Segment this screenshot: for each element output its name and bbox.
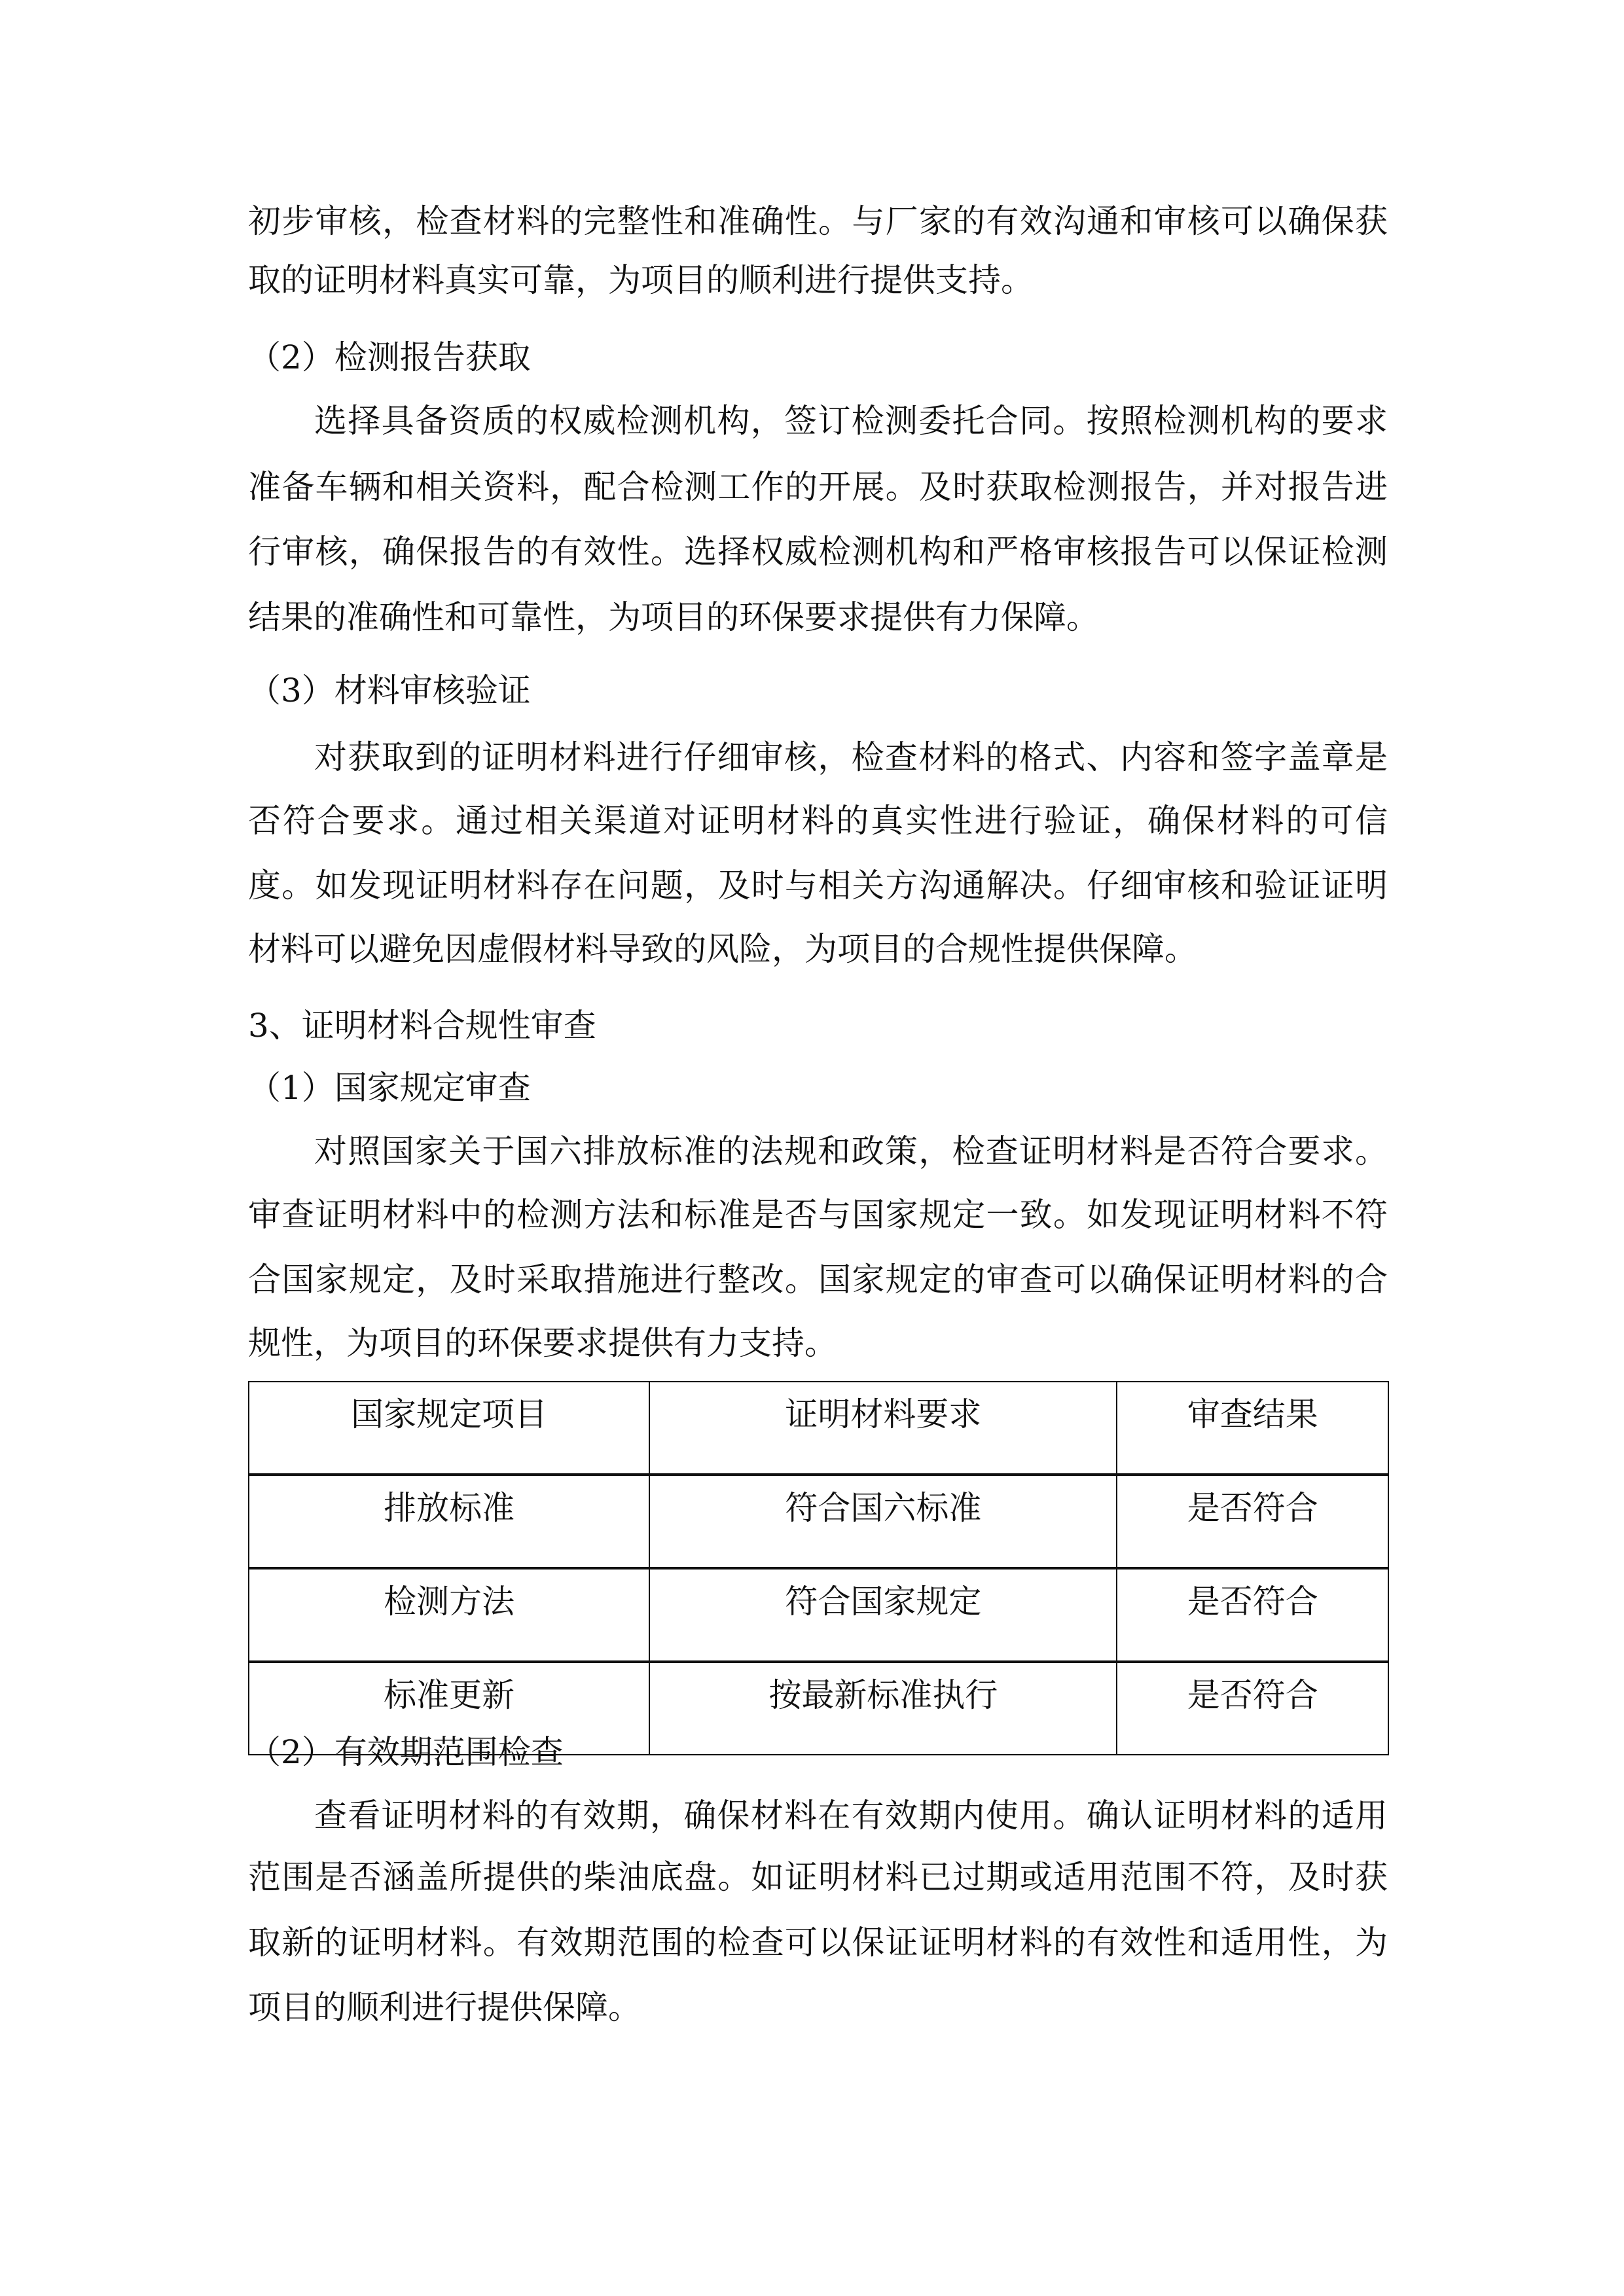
paragraph-line: 准备车辆和相关资料，配合检测工作的开展。及时获取检测报告，并对报告进 <box>248 468 1388 506</box>
table-row <box>249 1475 1388 1568</box>
paragraph-line: 合国家规定，及时采取措施进行整改。国家规定的审查可以确保证明材料的合 <box>248 1261 1388 1299</box>
table-row <box>249 1662 1388 1755</box>
paragraph-line: 取的证明材料真实可靠，为项目的顺利进行提供支持。 <box>248 261 1034 299</box>
paragraph-line: 对照国家关于国六排放标准的法规和政策，检查证明材料是否符合要求。 <box>314 1132 1388 1170</box>
paragraph-line: 项目的顺利进行提供保障。 <box>248 1988 641 2026</box>
table-header-row <box>249 1382 1388 1475</box>
section-heading: （1）国家规定审查 <box>248 1069 531 1107</box>
section-heading: 3、证明材料合规性审查 <box>248 1007 596 1045</box>
paragraph-line: 度。如发现证明材料存在问题，及时与相关方沟通解决。仔细审核和验证证明 <box>248 867 1388 905</box>
table-cell: 是否符合 <box>1117 1662 1388 1755</box>
compliance-table <box>248 1381 1389 1755</box>
table-cell: 是否符合 <box>1117 1568 1388 1662</box>
table-cell: 符合国六标准 <box>649 1475 1117 1568</box>
paragraph-line: 对获取到的证明材料进行仔细审核，检查材料的格式、内容和签字盖章是 <box>314 738 1388 776</box>
paragraph-line: 审查证明材料中的检测方法和标准是否与国家规定一致。如发现证明材料不符 <box>248 1196 1388 1234</box>
paragraph-line: 范围是否涵盖所提供的柴油底盘。如证明材料已过期或适用范围不符，及时获 <box>248 1858 1388 1896</box>
paragraph-line: 取新的证明材料。有效期范围的检查可以保证证明材料的有效性和适用性，为 <box>248 1924 1388 1962</box>
paragraph-line: 结果的准确性和可靠性，为项目的环保要求提供有力保障。 <box>248 598 1099 636</box>
table-cell: 符合国家规定 <box>649 1568 1117 1662</box>
table-header-cell: 审查结果 <box>1117 1382 1388 1475</box>
paragraph-line: 否符合要求。通过相关渠道对证明材料的真实性进行验证，确保材料的可信 <box>248 802 1388 840</box>
section-heading: （3）材料审核验证 <box>248 672 531 709</box>
paragraph-line: 行审核，确保报告的有效性。选择权威检测机构和严格审核报告可以保证检测 <box>248 533 1388 571</box>
table-cell: 是否符合 <box>1117 1475 1388 1568</box>
table-cell: 排放标准 <box>249 1475 649 1568</box>
paragraph-line: 选择具备资质的权威检测机构，签订检测委托合同。按照检测机构的要求 <box>314 402 1388 440</box>
section-heading: （2）检测报告获取 <box>248 338 531 376</box>
paragraph-line: 材料可以避免因虚假材料导致的风险，为项目的合规性提供保障。 <box>248 930 1197 968</box>
paragraph-line: 初步审核，检查材料的完整性和准确性。与厂家的有效沟通和审核可以确保获 <box>248 202 1388 240</box>
paragraph-line: 规性，为项目的环保要求提供有力支持。 <box>248 1324 837 1362</box>
table-header-cell: 证明材料要求 <box>649 1382 1117 1475</box>
table-header-cell: 国家规定项目 <box>249 1382 649 1475</box>
table-cell: 检测方法 <box>249 1568 649 1662</box>
section-heading: （2）有效期范围检查 <box>248 1733 564 1771</box>
paragraph-line: 查看证明材料的有效期，确保材料在有效期内使用。确认证明材料的适用 <box>314 1797 1388 1835</box>
table-cell: 按最新标准执行 <box>649 1662 1117 1755</box>
table-cell: 标准更新 <box>249 1662 649 1755</box>
table-row <box>249 1568 1388 1662</box>
